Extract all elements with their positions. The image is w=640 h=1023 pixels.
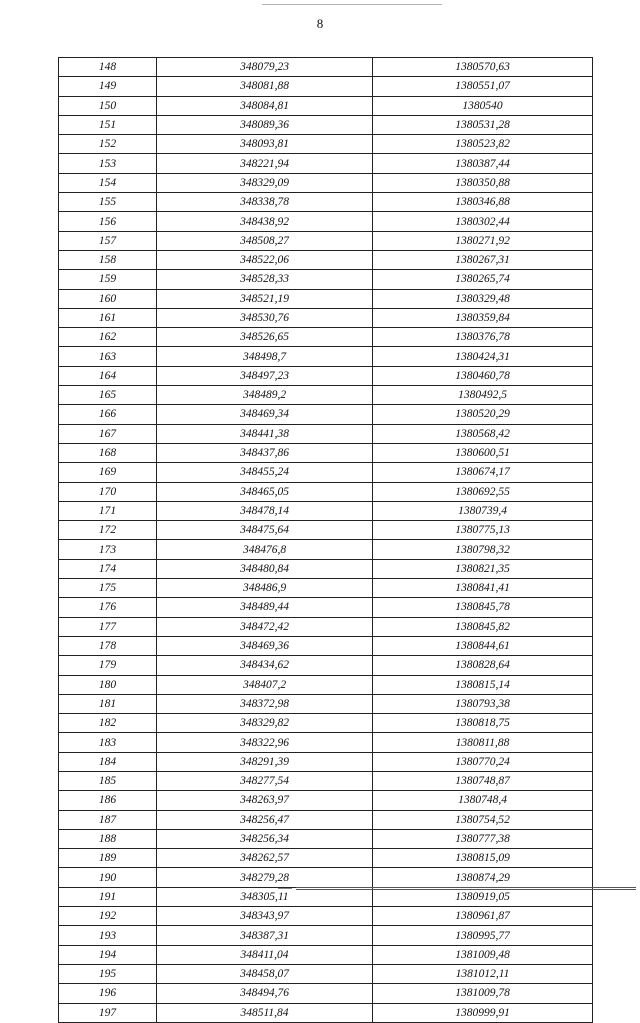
y-coordinate-cell: 1380874,29: [373, 868, 593, 887]
y-coordinate-cell: 1380748,4: [373, 791, 593, 810]
y-coordinate-cell: 1380777,38: [373, 829, 593, 848]
point-number-cell: 155: [59, 193, 157, 212]
top-divider: [262, 4, 442, 5]
x-coordinate-cell: 348458,07: [157, 964, 373, 983]
y-coordinate-cell: 1380845,82: [373, 617, 593, 636]
point-number-cell: 185: [59, 771, 157, 790]
point-number-cell: 191: [59, 887, 157, 906]
x-coordinate-cell: 348387,31: [157, 926, 373, 945]
table-row: [59, 463, 593, 482]
point-number-cell: 165: [59, 386, 157, 405]
y-coordinate-cell: 1380844,61: [373, 636, 593, 655]
point-number-cell: 159: [59, 270, 157, 289]
x-coordinate-cell: 348486,9: [157, 579, 373, 598]
table-row: [59, 289, 593, 308]
x-coordinate-cell: 348455,24: [157, 463, 373, 482]
y-coordinate-cell: 1380359,84: [373, 308, 593, 327]
coordinates-table: [58, 57, 593, 1023]
footer-divider-short: [278, 888, 292, 889]
table-row: [59, 443, 593, 462]
y-coordinate-cell: 1380570,63: [373, 58, 593, 77]
point-number-cell: 172: [59, 521, 157, 540]
y-coordinate-cell: 1380775,13: [373, 521, 593, 540]
y-coordinate-cell: 1380568,42: [373, 424, 593, 443]
point-number-cell: 171: [59, 501, 157, 520]
point-number-cell: 153: [59, 154, 157, 173]
x-coordinate-cell: 348081,88: [157, 77, 373, 96]
table-row: [59, 694, 593, 713]
point-number-cell: 151: [59, 115, 157, 134]
x-coordinate-cell: 348521,19: [157, 289, 373, 308]
y-coordinate-cell: 1380523,82: [373, 135, 593, 154]
point-number-cell: 188: [59, 829, 157, 848]
x-coordinate-cell: 348262,57: [157, 849, 373, 868]
y-coordinate-cell: 1380376,78: [373, 328, 593, 347]
y-coordinate-cell: 1380346,88: [373, 193, 593, 212]
y-coordinate-cell: 1380424,31: [373, 347, 593, 366]
table-row: [59, 482, 593, 501]
table-row: [59, 386, 593, 405]
point-number-cell: 156: [59, 212, 157, 231]
point-number-cell: 192: [59, 907, 157, 926]
x-coordinate-cell: 348263,97: [157, 791, 373, 810]
y-coordinate-cell: 1380770,24: [373, 752, 593, 771]
table-row: [59, 714, 593, 733]
table-row: [59, 424, 593, 443]
y-coordinate-cell: 1381009,78: [373, 984, 593, 1003]
x-coordinate-cell: 348511,84: [157, 1003, 373, 1022]
x-coordinate-cell: 348329,82: [157, 714, 373, 733]
table-row: [59, 829, 593, 848]
table-row: [59, 598, 593, 617]
y-coordinate-cell: 1380492,5: [373, 386, 593, 405]
y-coordinate-cell: 1380999,91: [373, 1003, 593, 1022]
point-number-cell: 160: [59, 289, 157, 308]
table-row: [59, 791, 593, 810]
y-coordinate-cell: 1380739,4: [373, 501, 593, 520]
table-row: [59, 868, 593, 887]
x-coordinate-cell: 348465,05: [157, 482, 373, 501]
point-number-cell: 183: [59, 733, 157, 752]
point-number-cell: 158: [59, 250, 157, 269]
x-coordinate-cell: 348256,47: [157, 810, 373, 829]
table-row: [59, 328, 593, 347]
y-coordinate-cell: 1380995,77: [373, 926, 593, 945]
y-coordinate-cell: 1381009,48: [373, 945, 593, 964]
point-number-cell: 182: [59, 714, 157, 733]
point-number-cell: 169: [59, 463, 157, 482]
table-row: [59, 173, 593, 192]
y-coordinate-cell: 1380674,17: [373, 463, 593, 482]
y-coordinate-cell: 1380302,44: [373, 212, 593, 231]
table-row: [59, 501, 593, 520]
table-row: [59, 964, 593, 983]
point-number-cell: 161: [59, 308, 157, 327]
y-coordinate-cell: 1380815,14: [373, 675, 593, 694]
x-coordinate-cell: 348305,11: [157, 887, 373, 906]
point-number-cell: 189: [59, 849, 157, 868]
point-number-cell: 177: [59, 617, 157, 636]
table-row: [59, 752, 593, 771]
x-coordinate-cell: 348343,97: [157, 907, 373, 926]
x-coordinate-cell: 348469,36: [157, 636, 373, 655]
x-coordinate-cell: 348437,86: [157, 443, 373, 462]
y-coordinate-cell: 1380350,88: [373, 173, 593, 192]
table-row: [59, 135, 593, 154]
table-row: [59, 58, 593, 77]
coordinates-table-body: [59, 58, 593, 1023]
x-coordinate-cell: 348522,06: [157, 250, 373, 269]
table-row: [59, 405, 593, 424]
y-coordinate-cell: 1380821,35: [373, 559, 593, 578]
y-coordinate-cell: 1380811,88: [373, 733, 593, 752]
y-coordinate-cell: 1380600,51: [373, 443, 593, 462]
x-coordinate-cell: 348372,98: [157, 694, 373, 713]
y-coordinate-cell: 1380919,05: [373, 887, 593, 906]
table-row: [59, 96, 593, 115]
y-coordinate-cell: 1380265,74: [373, 270, 593, 289]
x-coordinate-cell: 348526,65: [157, 328, 373, 347]
point-number-cell: 149: [59, 77, 157, 96]
table-row: [59, 521, 593, 540]
table-row: [59, 540, 593, 559]
y-coordinate-cell: 1380841,41: [373, 579, 593, 598]
y-coordinate-cell: 1380961,87: [373, 907, 593, 926]
table-row: [59, 366, 593, 385]
x-coordinate-cell: 348291,39: [157, 752, 373, 771]
footer-divider: [296, 887, 636, 890]
table-row: [59, 733, 593, 752]
point-number-cell: 186: [59, 791, 157, 810]
y-coordinate-cell: 1380329,48: [373, 289, 593, 308]
x-coordinate-cell: 348469,34: [157, 405, 373, 424]
y-coordinate-cell: 1381012,11: [373, 964, 593, 983]
x-coordinate-cell: 348322,96: [157, 733, 373, 752]
page-number: 8: [316, 16, 324, 31]
x-coordinate-cell: 348530,76: [157, 308, 373, 327]
y-coordinate-cell: 1380793,38: [373, 694, 593, 713]
table-row: [59, 347, 593, 366]
x-coordinate-cell: 348528,33: [157, 270, 373, 289]
point-number-cell: 166: [59, 405, 157, 424]
x-coordinate-cell: 348084,81: [157, 96, 373, 115]
y-coordinate-cell: 1380551,07: [373, 77, 593, 96]
x-coordinate-cell: 348093,81: [157, 135, 373, 154]
x-coordinate-cell: 348434,62: [157, 656, 373, 675]
point-number-cell: 148: [59, 58, 157, 77]
point-number-cell: 170: [59, 482, 157, 501]
x-coordinate-cell: 348472,42: [157, 617, 373, 636]
x-coordinate-cell: 348498,7: [157, 347, 373, 366]
y-coordinate-cell: 1380520,29: [373, 405, 593, 424]
x-coordinate-cell: 348494,76: [157, 984, 373, 1003]
table-row: [59, 559, 593, 578]
y-coordinate-cell: 1380828,64: [373, 656, 593, 675]
point-number-cell: 176: [59, 598, 157, 617]
table-row: [59, 77, 593, 96]
table-row: [59, 270, 593, 289]
y-coordinate-cell: 1380531,28: [373, 115, 593, 134]
point-number-cell: 187: [59, 810, 157, 829]
table-row: [59, 945, 593, 964]
y-coordinate-cell: 1380692,55: [373, 482, 593, 501]
y-coordinate-cell: 1380798,32: [373, 540, 593, 559]
x-coordinate-cell: 348475,64: [157, 521, 373, 540]
point-number-cell: 167: [59, 424, 157, 443]
table-row: [59, 656, 593, 675]
point-number-cell: 181: [59, 694, 157, 713]
x-coordinate-cell: 348407,2: [157, 675, 373, 694]
point-number-cell: 157: [59, 231, 157, 250]
table-row: [59, 212, 593, 231]
x-coordinate-cell: 348221,94: [157, 154, 373, 173]
x-coordinate-cell: 348497,23: [157, 366, 373, 385]
table-row: [59, 849, 593, 868]
x-coordinate-cell: 348089,36: [157, 115, 373, 134]
point-number-cell: 164: [59, 366, 157, 385]
point-number-cell: 173: [59, 540, 157, 559]
point-number-cell: 190: [59, 868, 157, 887]
y-coordinate-cell: 1380271,92: [373, 231, 593, 250]
point-number-cell: 163: [59, 347, 157, 366]
y-coordinate-cell: 1380818,75: [373, 714, 593, 733]
table-row: [59, 907, 593, 926]
x-coordinate-cell: 348411,04: [157, 945, 373, 964]
y-coordinate-cell: 1380387,44: [373, 154, 593, 173]
table-row: [59, 250, 593, 269]
x-coordinate-cell: 348476,8: [157, 540, 373, 559]
point-number-cell: 197: [59, 1003, 157, 1022]
x-coordinate-cell: 348441,38: [157, 424, 373, 443]
table-row: [59, 115, 593, 134]
x-coordinate-cell: 348079,23: [157, 58, 373, 77]
point-number-cell: 162: [59, 328, 157, 347]
x-coordinate-cell: 348489,2: [157, 386, 373, 405]
point-number-cell: 196: [59, 984, 157, 1003]
x-coordinate-cell: 348478,14: [157, 501, 373, 520]
point-number-cell: 174: [59, 559, 157, 578]
table-row: [59, 1003, 593, 1022]
table-row: [59, 810, 593, 829]
point-number-cell: 179: [59, 656, 157, 675]
x-coordinate-cell: 348480,84: [157, 559, 373, 578]
point-number-cell: 150: [59, 96, 157, 115]
x-coordinate-cell: 348438,92: [157, 212, 373, 231]
y-coordinate-cell: 1380460,78: [373, 366, 593, 385]
y-coordinate-cell: 1380540: [373, 96, 593, 115]
table-row: [59, 887, 593, 906]
point-number-cell: 175: [59, 579, 157, 598]
table-row: [59, 926, 593, 945]
point-number-cell: 195: [59, 964, 157, 983]
x-coordinate-cell: 348338,78: [157, 193, 373, 212]
y-coordinate-cell: 1380815,09: [373, 849, 593, 868]
table-row: [59, 984, 593, 1003]
table-row: [59, 231, 593, 250]
point-number-cell: 194: [59, 945, 157, 964]
point-number-cell: 152: [59, 135, 157, 154]
table-row: [59, 771, 593, 790]
point-number-cell: 180: [59, 675, 157, 694]
table-row: [59, 636, 593, 655]
point-number-cell: 178: [59, 636, 157, 655]
point-number-cell: 154: [59, 173, 157, 192]
y-coordinate-cell: 1380267,31: [373, 250, 593, 269]
x-coordinate-cell: 348329,09: [157, 173, 373, 192]
point-number-cell: 193: [59, 926, 157, 945]
table-row: [59, 617, 593, 636]
x-coordinate-cell: 348277,54: [157, 771, 373, 790]
table-row: [59, 308, 593, 327]
x-coordinate-cell: 348256,34: [157, 829, 373, 848]
y-coordinate-cell: 1380754,52: [373, 810, 593, 829]
x-coordinate-cell: 348489,44: [157, 598, 373, 617]
y-coordinate-cell: 1380748,87: [373, 771, 593, 790]
table-row: [59, 154, 593, 173]
point-number-cell: 184: [59, 752, 157, 771]
x-coordinate-cell: 348508,27: [157, 231, 373, 250]
table-row: [59, 193, 593, 212]
table-row: [59, 579, 593, 598]
y-coordinate-cell: 1380845,78: [373, 598, 593, 617]
point-number-cell: 168: [59, 443, 157, 462]
x-coordinate-cell: 348279,28: [157, 868, 373, 887]
table-row: [59, 675, 593, 694]
